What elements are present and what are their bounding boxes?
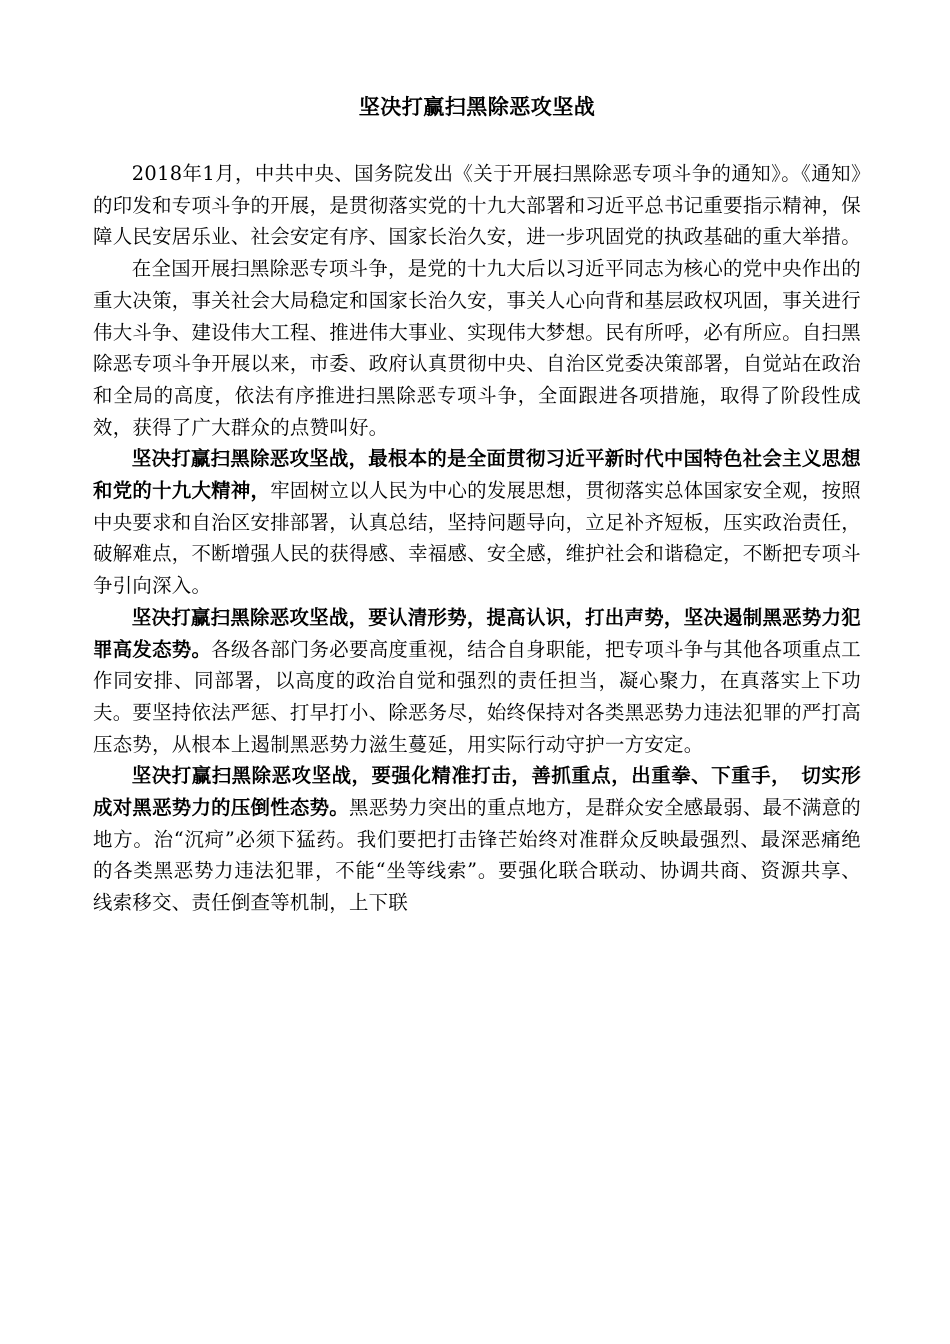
paragraph-lead: 坚决打赢扫黑除恶攻坚战，最根本的是全面贯彻习近平新时代中国特色社会主义思想和党的十九大精神， [93, 447, 861, 503]
paragraph-text: 各级各部门务必要高度重视，结合自身职能，把专项斗争与其他各项重点工作同安排、同部署，以高度的政治自觉和强烈的责任担当，凝心聚力，在真落实上下功夫。要坚持依法严惩、打早打小、除恶务尽，始终保持对各类黑恶势力违法犯罪的严打高压态势，从根本上遏制黑恶势力滋生蔓延，用实际行动守护一方安定。 [93, 637, 861, 756]
paragraph-text: 牢固树立以人民为中心的发展思想，贯彻落实总体国家安全观，按照中央要求和自治区安排部署，认真总结，坚持问题导向，立足补齐短板，压实政治责任，破解难点，不断增强人民的获得感、幸福感、安全感，维护社会和谐稳定，不断把专项斗争引向深入。 [93, 479, 861, 598]
paragraph-lead: 坚决打赢扫黑除恶攻坚战，要认清形势，提高认识，打出声势，坚决遏制黑恶势力犯罪高发态势。 [93, 605, 861, 661]
paragraph-text: 黑恶势力突出的重点地方，是群众安全感最弱、最不满意的地方。治“沉疴”必须下猛药。我们要把打击锋芒始终对准群众反映最强烈、最深恶痛绝的各类黑恶势力违法犯罪，不能“坐等线索”。要强化联合联动、协调共商、资源共享、线索移交、责任倒查等机制，上下联 [93, 796, 861, 915]
document-title: 坚决打赢扫黑除恶攻坚战 [358, 94, 596, 119]
paragraph-4 [93, 602, 861, 761]
paragraph-2 [93, 253, 861, 443]
paragraph-1 [93, 158, 861, 253]
paragraph-lead: 坚决打赢扫黑除恶攻坚战，要强化精准打击，善抓重点，出重拳、下重手， 切实形成对黑恶势力的压倒性态势。 [93, 764, 861, 820]
paragraph-text: 2018年1月，中共中央、国务院发出《关于开展扫黑除恶专项斗争的通知》。《通知》的印发和专项斗争的开展，是贯彻落实党的十九大部署和习近平总书记重要指示精神，保障人民安居乐业、社会安定有序、国家长治久安，进一步巩固党的执政基础的重大举措。 [93, 162, 861, 249]
paragraph-5 [93, 760, 861, 919]
paragraph-text: 在全国开展扫黑除恶专项斗争，是党的十九大后以习近平同志为核心的党中央作出的重大决策，事关社会大局稳定和国家长治久安，事关人心向背和基层政权巩固，事关进行伟大斗争、建设伟大工程、推进伟大事业、实现伟大梦想。民有所呼，必有所应。自扫黑除恶专项斗争开展以来，市委、政府认真贯彻中央、自治区党委决策部署，自觉站在政治和全局的高度，依法有序推进扫黑除恶专项斗争，全面跟进各项措施，取得了阶段性成效，获得了广大群众的点赞叫好。 [93, 257, 861, 439]
document-page [93, 92, 861, 919]
paragraph-3 [93, 443, 861, 602]
